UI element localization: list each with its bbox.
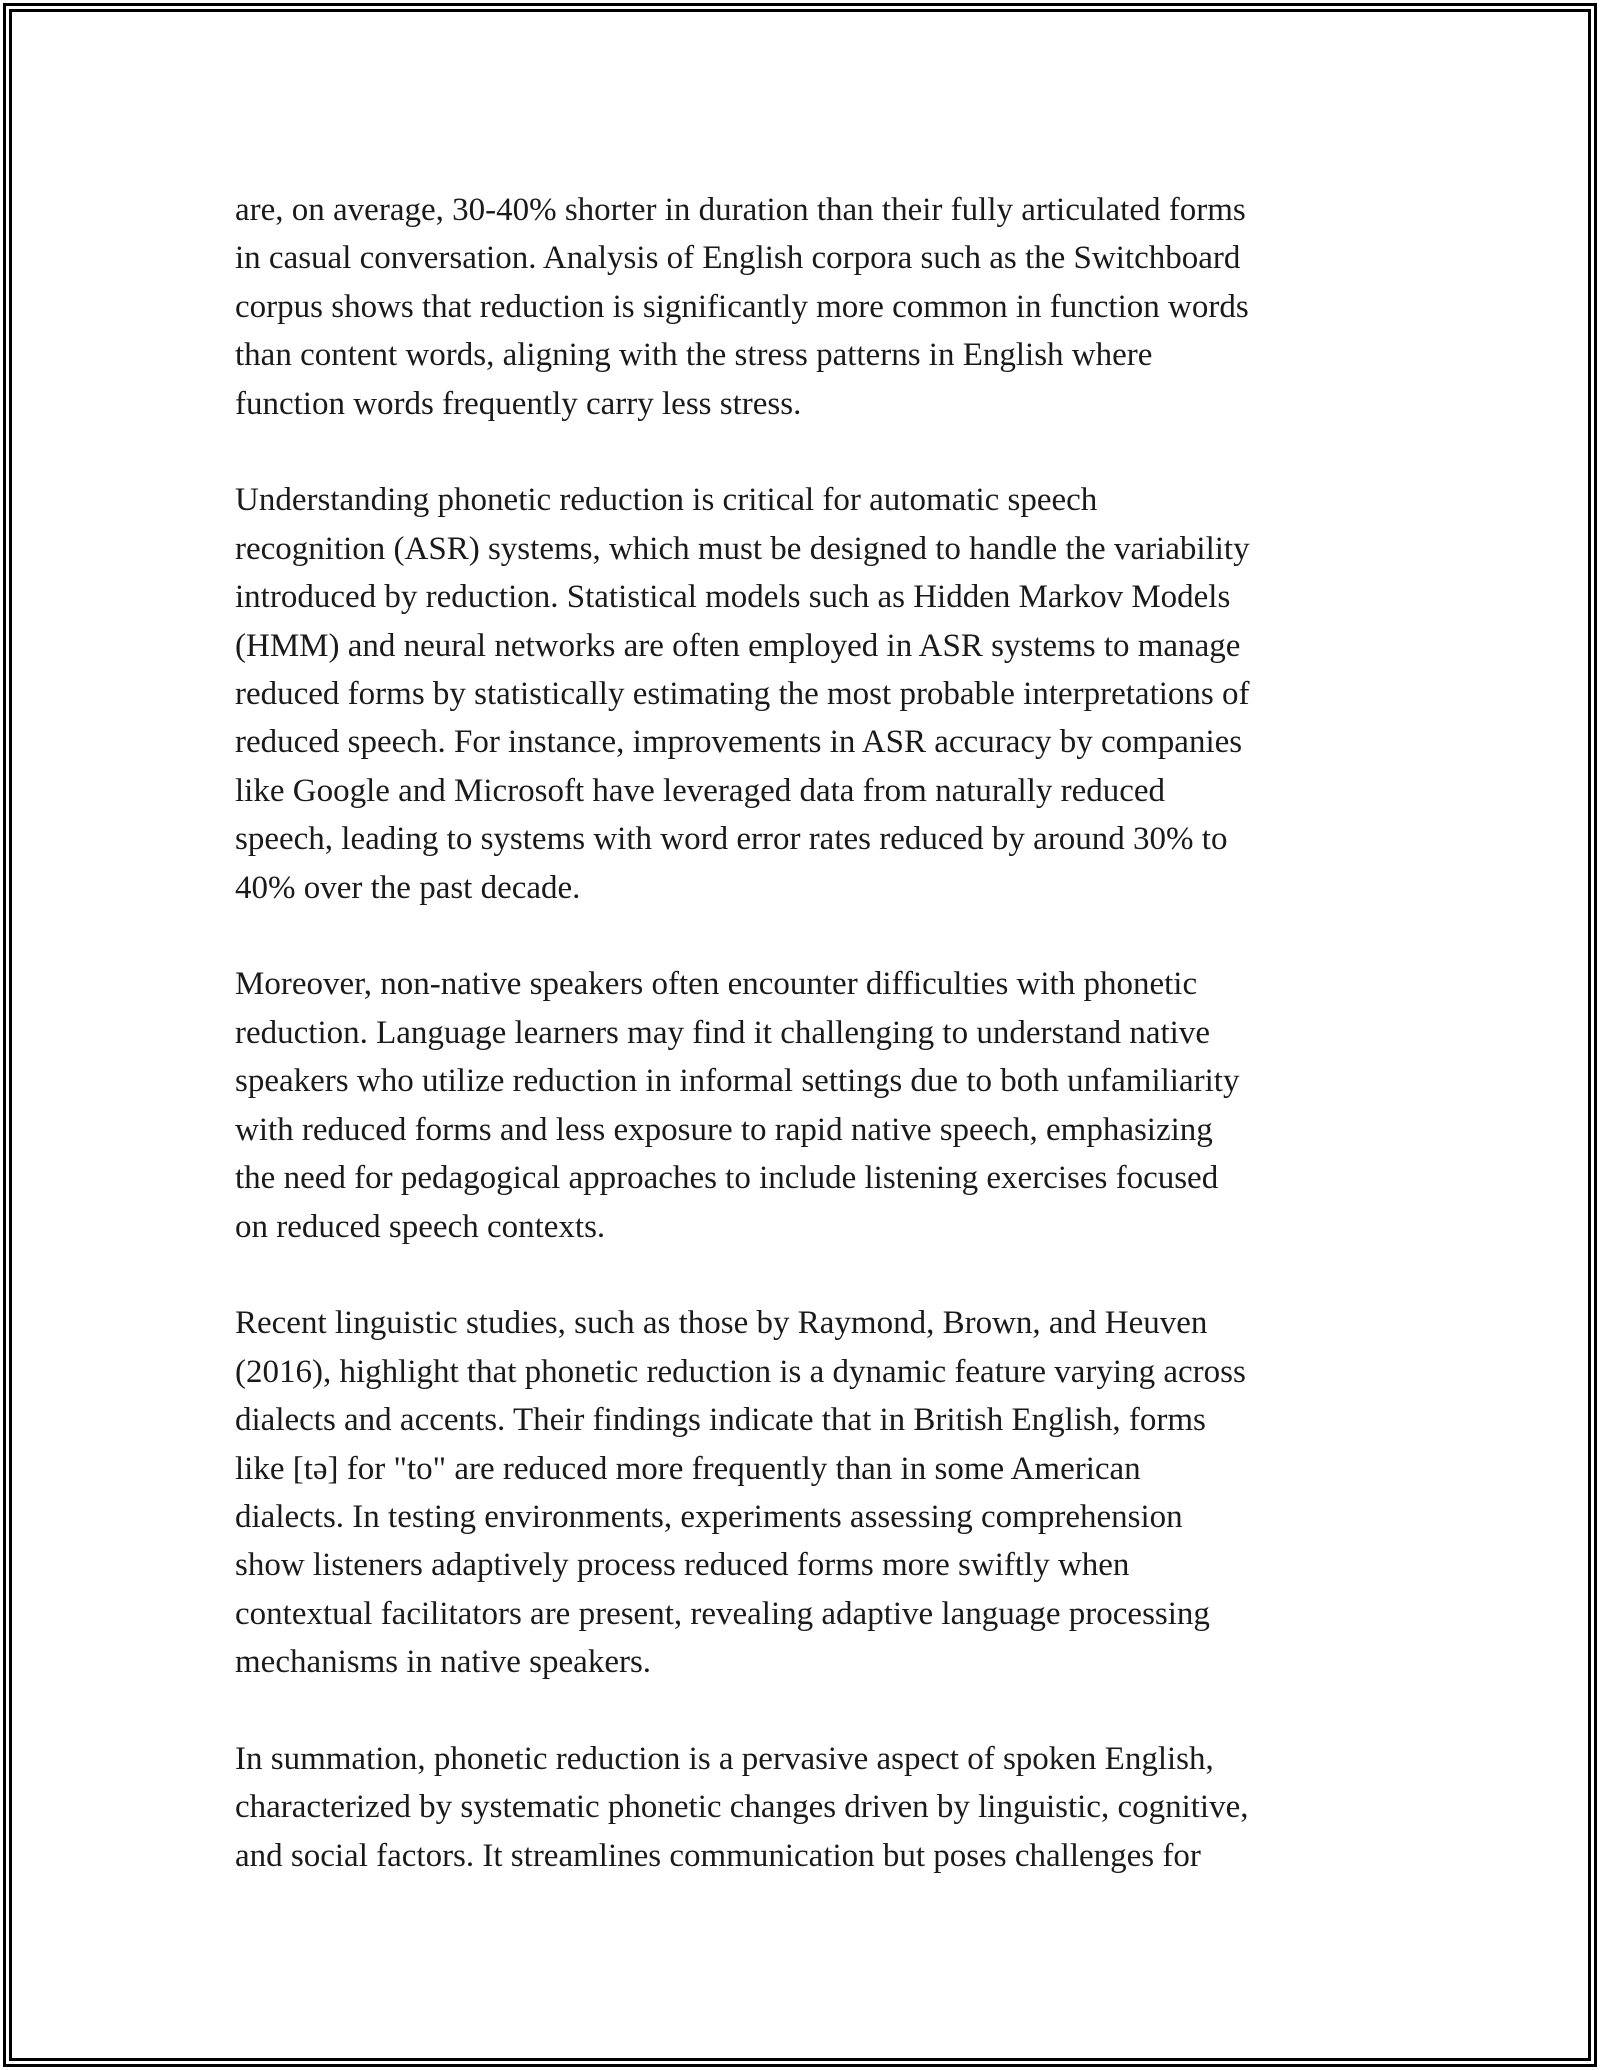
text-line: mechanisms in native speakers.	[235, 1644, 652, 1681]
text-line: reduced forms by statistically estimating the most probable interpretations of	[235, 676, 1250, 713]
text-line: 40% over the past decade.	[235, 869, 581, 906]
text-line: Understanding phonetic reduction is critical for automatic speech	[235, 482, 1098, 519]
text-line: (2016), highlight that phonetic reduction is a dynamic feature varying across	[235, 1353, 1246, 1390]
text-line: than content words, aligning with the stress patterns in English where	[235, 337, 1153, 374]
text-line: show listeners adaptively process reduced forms more swiftly when	[235, 1547, 1130, 1584]
text-line: like Google and Microsoft have leveraged data from naturally reduced	[235, 772, 1166, 809]
text-line: speakers who utilize reduction in informal settings due to both unfamiliarity	[235, 1063, 1240, 1100]
text-line: Moreover, non-native speakers often encounter difficulties with phonetic	[235, 966, 1198, 1003]
paragraph-linguistic-studies	[235, 1299, 1370, 1686]
paragraph-non-native-speakers	[235, 960, 1370, 1250]
paragraph-reduction-duration	[235, 186, 1370, 428]
text-line: and social factors. It streamlines communication but poses challenges for	[235, 1837, 1201, 1874]
text-line: In summation, phonetic reduction is a pervasive aspect of spoken English,	[235, 1740, 1214, 1777]
text-line: with reduced forms and less exposure to rapid native speech, emphasizing	[235, 1111, 1213, 1148]
text-line: dialects and accents. Their findings indicate that in British English, forms	[235, 1402, 1206, 1439]
text-line: dialects. In testing environments, experiments assessing comprehension	[235, 1498, 1183, 1535]
text-line: (HMM) and neural networks are often employed in ASR systems to manage	[235, 627, 1241, 664]
text-line: speech, leading to systems with word error rates reduced by around 30% to	[235, 821, 1228, 858]
paragraph-asr	[235, 476, 1370, 912]
text-line: contextual facilitators are present, revealing adaptive language processing	[235, 1595, 1210, 1632]
text-line: the need for pedagogical approaches to include listening exercises focused	[235, 1160, 1219, 1197]
text-line: introduced by reduction. Statistical models such as Hidden Markov Models	[235, 579, 1231, 616]
text-line: corpus shows that reduction is significantly more common in function words	[235, 288, 1249, 325]
text-line: in casual conversation. Analysis of English corpora such as the Switchboard	[235, 240, 1241, 277]
text-line: on reduced speech contexts.	[235, 1208, 606, 1245]
text-line: characterized by systematic phonetic changes driven by linguistic, cognitive,	[235, 1789, 1249, 1826]
text-line: reduction. Language learners may find it challenging to understand native	[235, 1014, 1210, 1051]
paragraph-summation	[235, 1735, 1370, 1880]
text-line: recognition (ASR) systems, which must be designed to handle the variability	[235, 530, 1250, 567]
text-line: like [tə] for "to" are reduced more frequently than in some American	[235, 1450, 1141, 1487]
text-line: are, on average, 30-40% shorter in duration than their fully articulated forms	[235, 192, 1246, 228]
document-body	[235, 186, 1370, 1929]
text-line: reduced speech. For instance, improvements in ASR accuracy by companies	[235, 724, 1243, 761]
text-line: Recent linguistic studies, such as those by Raymond, Brown, and Heuven	[235, 1305, 1208, 1342]
text-line: function words frequently carry less stress.	[235, 385, 802, 422]
